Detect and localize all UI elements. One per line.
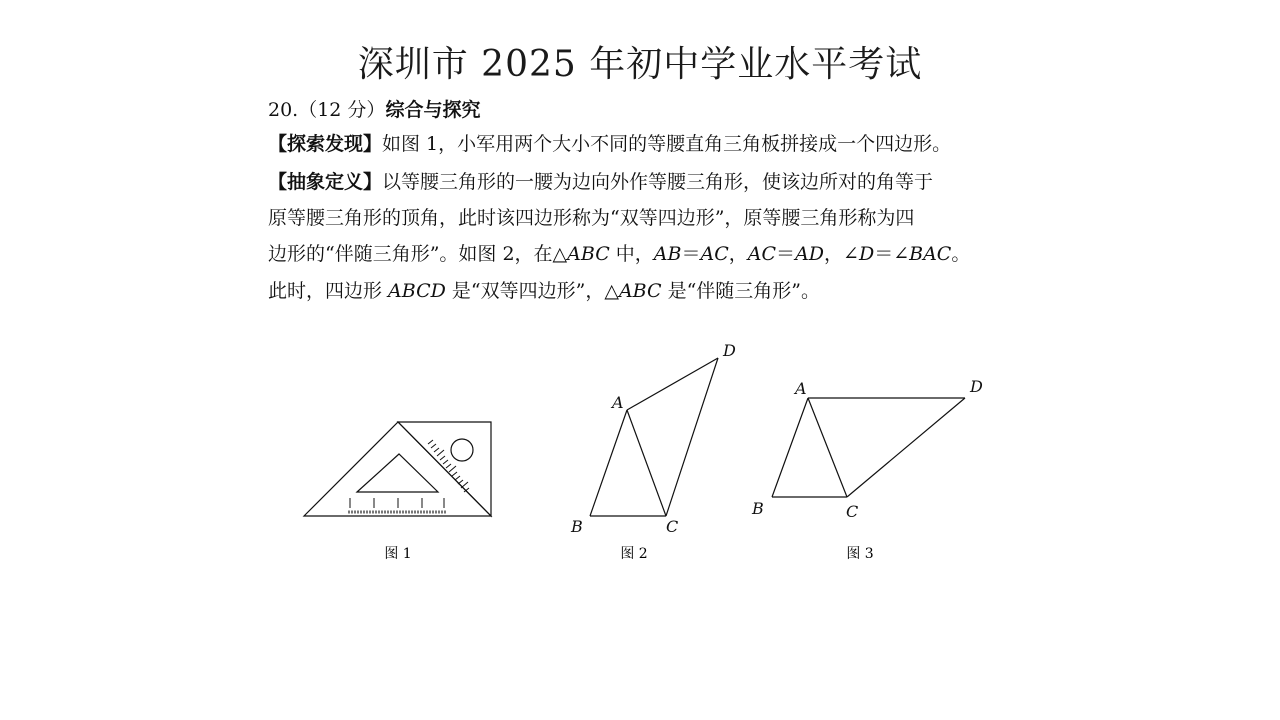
eq-sign: ＝ (681, 243, 701, 265)
inner-triangle-cutout (357, 454, 438, 492)
figure-2 (590, 358, 718, 516)
fig2-label-c: C (666, 517, 679, 536)
math-d: D (858, 243, 875, 265)
period: 。 (951, 243, 971, 265)
ruler-ticks-bottom (348, 498, 446, 512)
page-title: 深圳市 2025 年初中学业水平考试 (357, 44, 923, 85)
math-abc: ABC (567, 243, 610, 265)
fig3-label-d: D (970, 377, 983, 396)
ruler-ticks-diagonal (428, 440, 469, 492)
define-text-4c: 是“伴随三角形”。 (661, 280, 820, 302)
define-text-3a: 边形的“伴随三角形”。如图 2，在△ (268, 243, 568, 265)
fig2-label-a: A (612, 393, 624, 412)
define-text-1: 以等腰三角形的一腰为边向外作等腰三角形，使该边所对的角等于 (382, 171, 934, 193)
math-abc-2: ABC (618, 280, 662, 302)
question-number: 20. (268, 99, 299, 121)
eq-sign-2: ＝ (776, 243, 796, 265)
define-text-4a: 此时，四边形 (268, 280, 389, 302)
math-bac: BAC (909, 243, 952, 265)
eq-angle-sign: ＝∠ (874, 243, 910, 265)
math-ac: AC (700, 243, 729, 265)
math-ac-2: AC (747, 243, 777, 265)
define-text-3b: 中， (609, 243, 654, 265)
question-score: （12 分） (298, 99, 386, 121)
math-ad: AD (795, 243, 825, 265)
figure-1 (304, 422, 491, 516)
discover-tag: 【探索发现】 (268, 133, 383, 155)
fig3-label-a: A (795, 379, 807, 398)
fig3-label-b: B (752, 499, 764, 518)
discover-text: 如图 1，小军用两个大小不同的等腰直角三角板拼接成一个四边形。 (382, 133, 952, 155)
figure-3-caption: 图 3 (846, 546, 874, 562)
figure-2-caption: 图 2 (620, 546, 648, 562)
math-abcd: ABCD (388, 280, 446, 302)
define-tag: 【抽象定义】 (268, 171, 383, 193)
comma: ， (728, 243, 748, 265)
define-text-4b: 是“双等四边形”，△ (445, 280, 619, 302)
figure-1-caption: 图 1 (384, 546, 412, 562)
question-heading: 综合与探究 (385, 99, 481, 121)
figure-3 (772, 398, 965, 497)
fig3-label-c: C (846, 502, 859, 521)
math-ab: AB (653, 243, 682, 265)
define-line-2: 原等腰三角形的顶角，此时该四边形称为“双等四边形”，原等腰三角形称为四 (268, 207, 915, 229)
set-square-hole-icon (451, 439, 473, 461)
fig2-label-b: B (571, 517, 583, 536)
fig2-label-d: D (723, 341, 736, 360)
angle-sign: ，∠ (824, 243, 859, 265)
